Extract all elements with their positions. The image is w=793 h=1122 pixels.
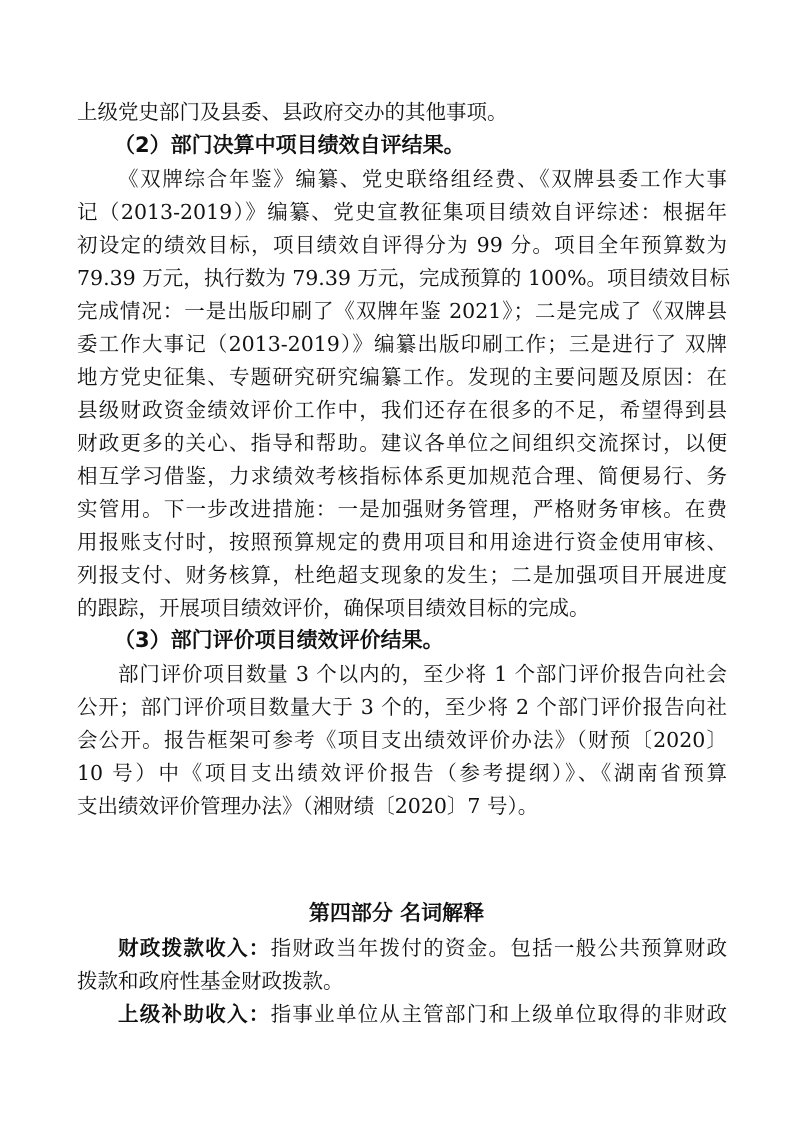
part4-title: 第四部分 名词解释 — [308, 901, 485, 925]
paragraph-line: 支出绩效评价管理办法》（湘财绩〔2020〕7 号）。 — [77, 794, 539, 818]
term-name: 财政拨款收入： — [118, 936, 271, 960]
paragraph-line: 拨款和政府性基金财政拨款。 — [77, 969, 344, 993]
paragraph-line: 相互学习借鉴，力求绩效考核指标体系更加规范合理、简便易行、务 — [77, 464, 727, 488]
paragraph-line: 初设定的绩效目标，项目绩效自评得分为 99 分。项目全年预算数为 — [77, 233, 727, 257]
term-name: 上级补助收入： — [118, 1002, 271, 1026]
paragraph-line: 列报支付、财务核算，杜绝超支现象的发生；二是加强项目开展进度 — [77, 563, 727, 587]
paragraph-line: 公开；部门评价项目数量大于 3 个的，至少将 2 个部门评价报告向社 — [77, 695, 727, 719]
paragraph-line: 用报账支付时，按照预算规定的费用项目和用途进行资金使用审核、 — [77, 530, 727, 554]
paragraph-line: 《双牌综合年鉴》编纂、党史联络组经费、《双牌县委工作大事 — [118, 167, 727, 191]
term-definition — [118, 999, 727, 1030]
result3-heading: （3）部门评价项目绩效评价结果。 — [114, 628, 444, 652]
paragraph-line: 79.39 万元，执行数为 79.39 万元，完成预算的 100%。项目绩效目标 — [77, 266, 731, 290]
paragraph-line: 地方党史征集、专题研究研究编纂工作。发现的主要问题及原因：在 — [77, 365, 727, 389]
term-text: 指财政当年拨付的资金。包括一般公共预算财政 — [270, 936, 728, 960]
term-definition — [118, 933, 727, 964]
paragraph-line: 的跟踪，开展项目绩效评价，确保项目绩效目标的完成。 — [77, 596, 590, 620]
paragraph-line: 委工作大事记（2013-2019）》编纂出版印刷工作；三是进行了 双牌 — [77, 332, 727, 356]
paragraph-line: 10 号）中《项目支出绩效评价报告（参考提纲）》、《湖南省预算 — [77, 761, 727, 785]
term-text: 指事业单位从主管部门和上级单位取得的非财政 — [270, 1002, 728, 1026]
paragraph-line: 财政更多的关心、指导和帮助。建议各单位之间组织交流探讨，以便 — [77, 431, 727, 455]
paragraph-line: 会公开。报告框架可参考《项目支出绩效评价办法》（财预〔2020〕 — [77, 728, 727, 752]
paragraph-line: 完成情况：一是出版印刷了《双牌年鉴 2021》；二是完成了《双牌县 — [77, 299, 727, 323]
paragraph-line: 部门评价项目数量 3 个以内的，至少将 1 个部门评价报告向社会 — [118, 662, 727, 686]
paragraph-line: 实管用。下一步改进措施：一是加强财务管理，严格财务审核。在费 — [77, 497, 727, 521]
paragraph-line: 上级党史部门及县委、县政府交办的其他事项。 — [77, 100, 508, 124]
paragraph-line: 记（2013-2019）》编纂、党史宣教征集项目绩效自评综述：根据年 — [77, 200, 727, 224]
paragraph-line: 县级财政资金绩效评价工作中，我们还存在很多的不足，希望得到县 — [77, 398, 727, 422]
result2-heading: （2）部门决算中项目绩效自评结果。 — [114, 133, 465, 157]
